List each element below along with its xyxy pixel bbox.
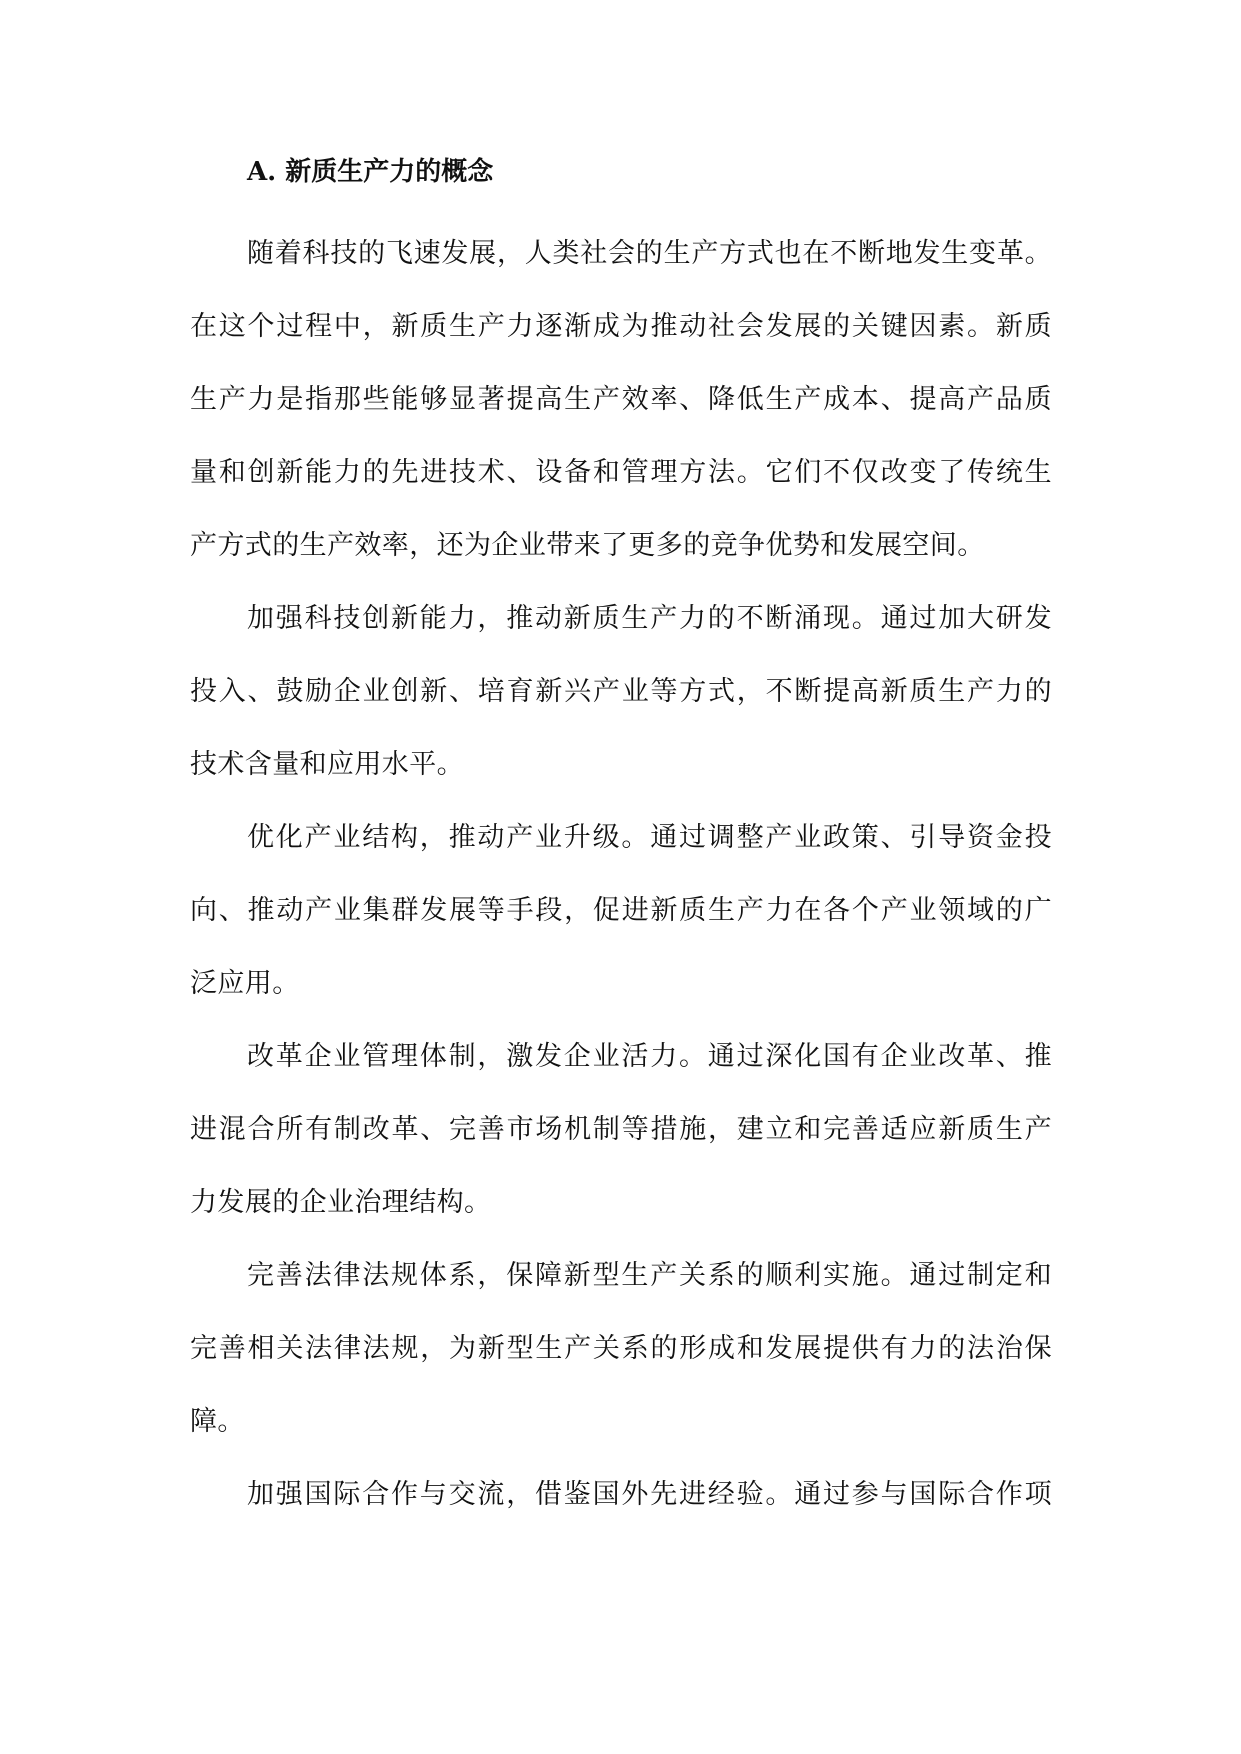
paragraph-industry-structure xyxy=(190,801,1052,1020)
text-line: 泛应用。 xyxy=(190,968,300,999)
text-line: 优化产业结构，推动产业升级。通过调整产业政策、引导资金投 xyxy=(247,822,1052,853)
text-line: 量和创新能力的先进技术、设备和管理方法。它们不仅改变了传统生 xyxy=(190,457,1052,488)
text-line: 产方式的生产效率，还为企业带来了更多的竞争优势和发展空间。 xyxy=(190,530,985,561)
text-line: 加强国际合作与交流，借鉴国外先进经验。通过参与国际合作项 xyxy=(247,1479,1052,1510)
text-line: 生产力是指那些能够显著提高生产效率、降低生产成本、提高产品质 xyxy=(190,384,1052,415)
text-line: 进混合所有制改革、完善市场机制等措施，建立和完善适应新质生产 xyxy=(190,1114,1052,1145)
text-line: 在这个过程中，新质生产力逐渐成为推动社会发展的关键因素。新质 xyxy=(190,311,1052,342)
paragraph-innovation xyxy=(190,582,1052,801)
text-line: 加强科技创新能力，推动新质生产力的不断涌现。通过加大研发 xyxy=(247,603,1052,634)
paragraph-legal-system xyxy=(190,1239,1052,1458)
text-line: 投入、鼓励企业创新、培育新兴产业等方式，不断提高新质生产力的 xyxy=(190,676,1052,707)
text-line: 障。 xyxy=(190,1406,245,1437)
text-line: 完善相关法律法规，为新型生产关系的形成和发展提供有力的法治保 xyxy=(190,1333,1052,1364)
text-line: 技术含量和应用水平。 xyxy=(190,749,464,780)
text-line: 力发展的企业治理结构。 xyxy=(190,1187,492,1218)
paragraph-management-reform xyxy=(190,1020,1052,1239)
text-line: 改革企业管理体制，激发企业活力。通过深化国有企业改革、推 xyxy=(247,1041,1052,1072)
paragraph-concept xyxy=(190,217,1052,582)
section-heading: A. 新质生产力的概念 xyxy=(247,157,494,187)
text-line: 向、推动产业集群发展等手段，促进新质生产力在各个产业领域的广 xyxy=(190,895,1052,926)
paragraph-international-cooperation xyxy=(190,1458,1052,1531)
text-line: 随着科技的飞速发展，人类社会的生产方式也在不断地发生变革。 xyxy=(247,238,1052,269)
document-body xyxy=(190,144,1052,1531)
text-line: 完善法律法规体系，保障新型生产关系的顺利实施。通过制定和 xyxy=(247,1260,1052,1291)
